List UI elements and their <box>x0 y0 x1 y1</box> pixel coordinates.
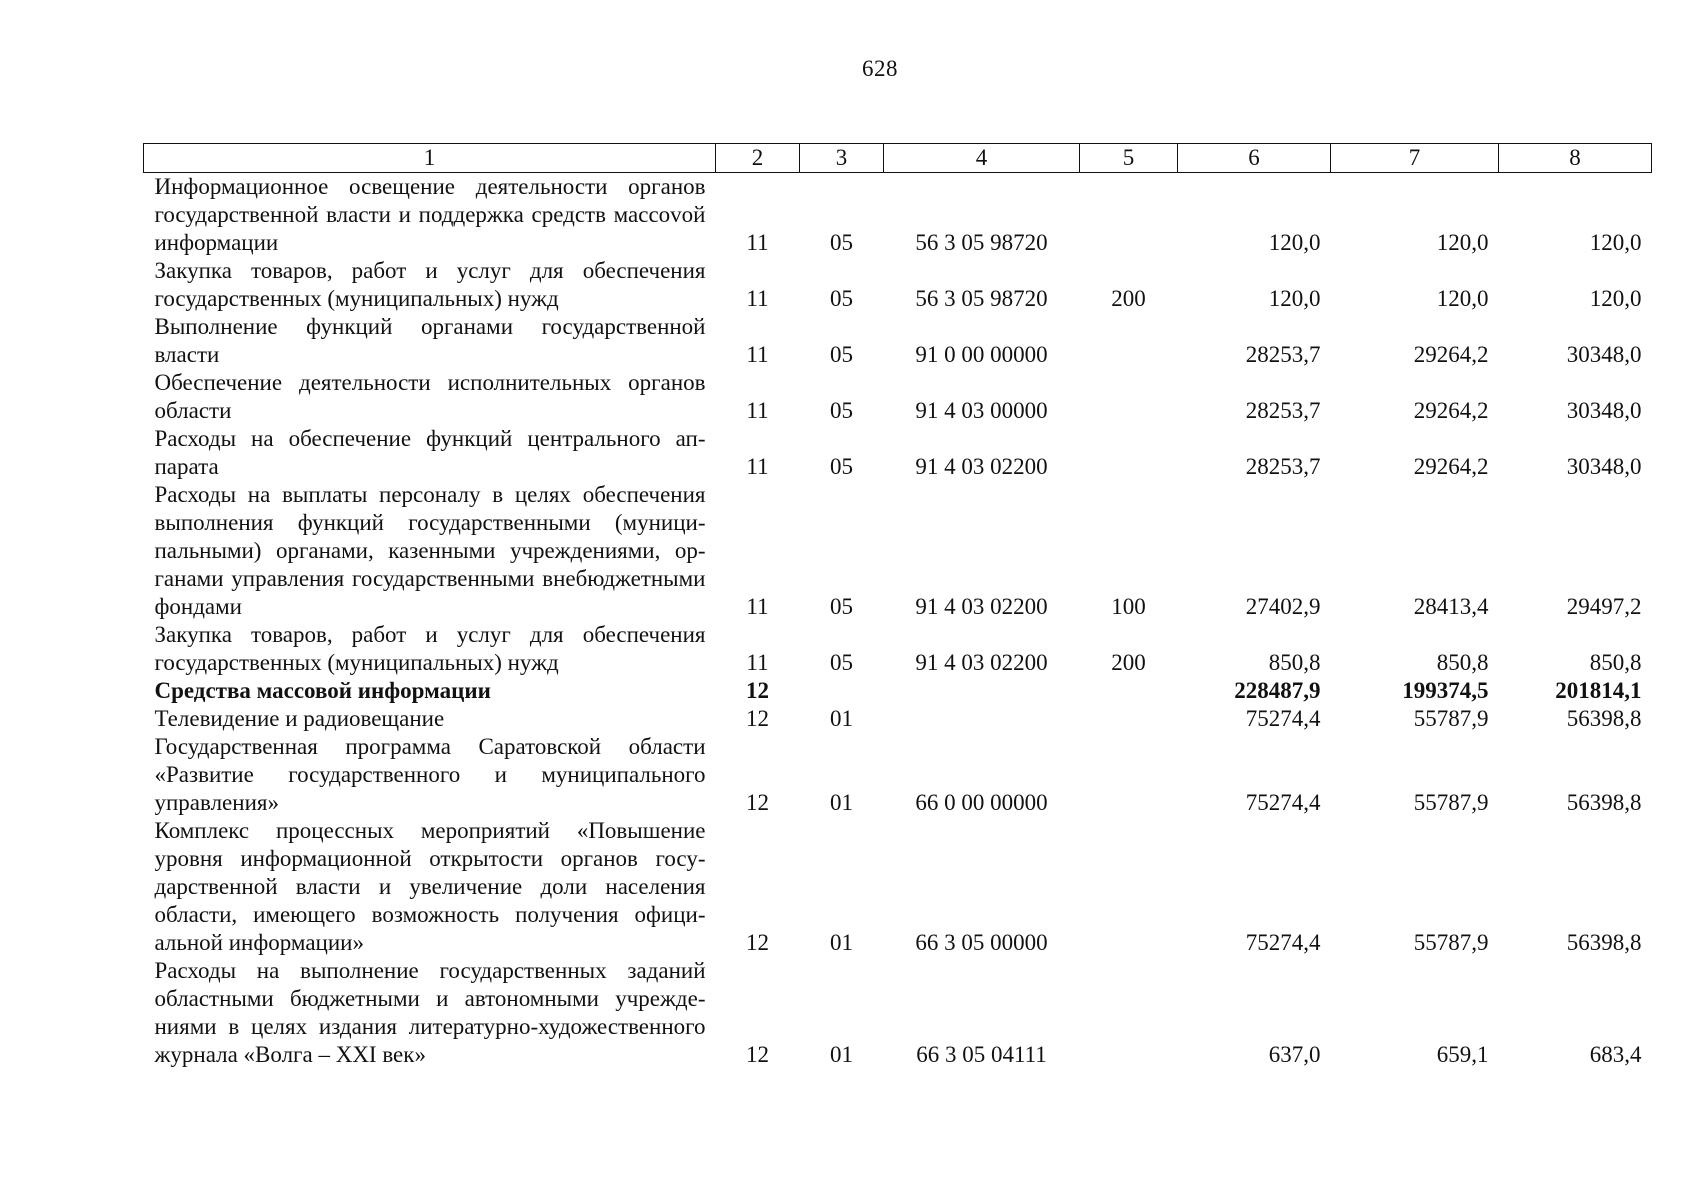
row-year-2-cell: 29264,2 <box>1413 342 1489 367</box>
row-section-cell: 11 <box>746 398 769 423</box>
row-section-cell: 11 <box>746 594 769 619</box>
column-header-target-article: 4 <box>884 144 1080 173</box>
table-row <box>144 257 1652 313</box>
column-header-year-3: 8 <box>1499 144 1652 173</box>
row-subsection-cell: 01 <box>830 1042 853 1067</box>
row-year-1-cell: 75274,4 <box>1245 930 1321 955</box>
row-expense-type-cell <box>1080 369 1178 425</box>
row-year-2-cell: 55787,9 <box>1413 706 1489 731</box>
table-row <box>144 677 1652 705</box>
table-row <box>144 369 1652 425</box>
row-subsection-cell: 01 <box>830 930 853 955</box>
row-year-2-cell: 850,8 <box>1436 650 1489 675</box>
row-target-article-cell: 66 3 05 04111 <box>916 1042 1047 1067</box>
row-target-article-cell: 91 4 03 02200 <box>915 650 1048 675</box>
row-year-3-cell: 56398,8 <box>1566 930 1642 955</box>
row-year-1-cell: 75274,4 <box>1245 790 1321 815</box>
row-year-2-cell: 29264,2 <box>1413 398 1489 423</box>
table-row <box>144 705 1652 733</box>
row-target-article-cell: 66 0 00 00000 <box>915 790 1048 815</box>
column-header-expense-type: 5 <box>1080 144 1178 173</box>
table-header <box>144 144 1652 173</box>
row-name-cell: Средства массовой информации <box>154 678 491 703</box>
row-year-1-cell: 27402,9 <box>1245 594 1321 619</box>
row-expense-type-cell <box>1080 425 1178 481</box>
row-expense-type-cell: 200 <box>1111 650 1146 675</box>
row-subsection-cell: 05 <box>830 454 853 479</box>
row-subsection-cell: 01 <box>830 790 853 815</box>
table-row <box>144 957 1652 1069</box>
row-year-2-cell: 120,0 <box>1436 230 1489 255</box>
row-year-1-cell: 120,0 <box>1268 230 1321 255</box>
table-body <box>144 173 1652 1070</box>
row-section-cell: 11 <box>746 230 769 255</box>
row-year-3-cell: 201814,1 <box>1555 678 1642 703</box>
row-name-cell: Расходы на обеспечение функций центрального аппарата <box>154 426 706 479</box>
column-header-section: 2 <box>716 144 800 173</box>
row-name-cell: Обеспечение деятельности исполнительных органов области <box>154 370 706 423</box>
row-year-2-cell: 28413,4 <box>1413 594 1489 619</box>
row-name-cell: Государственная программа Саратовской области «Развитие государственного и муниципального управления» <box>154 734 706 815</box>
row-year-3-cell: 30348,0 <box>1566 398 1642 423</box>
column-header-subsection: 3 <box>800 144 884 173</box>
row-year-2-cell: 29264,2 <box>1413 454 1489 479</box>
row-year-3-cell: 850,8 <box>1589 650 1642 675</box>
row-year-3-cell: 30348,0 <box>1566 342 1642 367</box>
column-header-name: 1 <box>144 144 716 173</box>
row-year-1-cell: 28253,7 <box>1245 342 1321 367</box>
row-year-1-cell: 120,0 <box>1268 286 1321 311</box>
column-header-year-1: 6 <box>1178 144 1331 173</box>
row-year-3-cell: 30348,0 <box>1566 454 1642 479</box>
row-target-article-cell: 91 4 03 02200 <box>915 454 1048 479</box>
row-target-article-cell: 56 3 05 98720 <box>915 286 1048 311</box>
page-number: 628 <box>862 56 898 81</box>
table-row <box>144 817 1652 957</box>
row-name-cell: Расходы на выполнение государственных заданий областными бюджетными и автономными учреждениями в целях издания литературно-художественного журнала «Волга – XXI век» <box>154 958 706 1067</box>
table-row <box>144 313 1652 369</box>
table-row <box>144 173 1652 258</box>
row-name-cell: Комплекс процессных мероприятий «Повышение уровня информационной открытости органов государственной власти и увеличение доли населения области, имеющего возможность получения официальной информации» <box>154 818 706 955</box>
row-year-2-cell: 55787,9 <box>1413 930 1489 955</box>
row-year-2-cell: 199374,5 <box>1402 678 1489 703</box>
row-expense-type-cell <box>1080 733 1178 817</box>
row-year-3-cell: 29497,2 <box>1566 594 1642 619</box>
row-subsection-cell: 05 <box>830 230 853 255</box>
row-section-cell: 11 <box>746 454 769 479</box>
table-row <box>144 481 1652 621</box>
row-year-2-cell: 659,1 <box>1436 1042 1489 1067</box>
row-section-cell: 12 <box>746 678 769 703</box>
row-target-article-cell: 91 4 03 00000 <box>915 398 1048 423</box>
row-year-3-cell: 120,0 <box>1589 286 1642 311</box>
row-subsection-cell: 05 <box>830 398 853 423</box>
row-year-1-cell: 228487,9 <box>1234 678 1321 703</box>
table-row <box>144 621 1652 677</box>
row-year-1-cell: 637,0 <box>1268 1042 1321 1067</box>
row-subsection-cell: 01 <box>830 706 853 731</box>
row-year-2-cell: 120,0 <box>1436 286 1489 311</box>
header-row <box>144 144 1652 173</box>
row-target-article-cell <box>884 677 1080 705</box>
row-name-cell: Выполнение функций органами государственной власти <box>154 314 706 367</box>
row-name-cell: Закупка товаров, работ и услуг для обеспечения государственных (муниципальных) нужд <box>154 622 706 675</box>
row-target-article-cell <box>884 705 1080 733</box>
table-row <box>144 425 1652 481</box>
row-year-3-cell: 683,4 <box>1589 1042 1642 1067</box>
row-expense-type-cell <box>1080 677 1178 705</box>
row-subsection-cell: 05 <box>830 342 853 367</box>
row-section-cell: 12 <box>746 706 769 731</box>
row-name-cell: Телевидение и радиовещание <box>154 706 445 731</box>
row-target-article-cell: 91 0 00 00000 <box>915 342 1048 367</box>
row-year-1-cell: 28253,7 <box>1245 398 1321 423</box>
row-expense-type-cell: 200 <box>1111 286 1146 311</box>
row-expense-type-cell <box>1080 957 1178 1069</box>
row-year-2-cell: 55787,9 <box>1413 790 1489 815</box>
budget-table <box>143 143 1652 1069</box>
row-name-cell: Информационное освещение деятельности органов государственной власти и поддержка средств массоvой информации <box>154 174 706 255</box>
table-row <box>144 733 1652 817</box>
column-header-year-2: 7 <box>1331 144 1499 173</box>
row-expense-type-cell <box>1080 313 1178 369</box>
row-year-3-cell: 56398,8 <box>1566 790 1642 815</box>
row-section-cell: 12 <box>746 1042 769 1067</box>
row-expense-type-cell <box>1080 173 1178 258</box>
row-section-cell: 12 <box>746 790 769 815</box>
row-subsection-cell <box>800 677 884 705</box>
row-target-article-cell: 66 3 05 00000 <box>915 930 1048 955</box>
row-year-3-cell: 120,0 <box>1589 230 1642 255</box>
row-section-cell: 11 <box>746 286 769 311</box>
row-year-1-cell: 850,8 <box>1268 650 1321 675</box>
row-section-cell: 11 <box>746 650 769 675</box>
row-year-1-cell: 28253,7 <box>1245 454 1321 479</box>
row-subsection-cell: 05 <box>830 286 853 311</box>
row-target-article-cell: 56 3 05 98720 <box>915 230 1048 255</box>
row-name-cell: Закупка товаров, работ и услуг для обеспечения государственных (муниципальных) нужд <box>154 258 706 311</box>
row-target-article-cell: 91 4 03 02200 <box>915 594 1048 619</box>
row-name-cell: Расходы на выплаты персоналу в целях обеспечения выполнения функций государственными (муниципальными) органами, казенными учреждениями, органами управления государственными внебюджетными фондами <box>154 482 706 619</box>
row-expense-type-cell <box>1080 705 1178 733</box>
row-subsection-cell: 05 <box>830 650 853 675</box>
row-section-cell: 12 <box>746 930 769 955</box>
row-year-3-cell: 56398,8 <box>1566 706 1642 731</box>
row-expense-type-cell: 100 <box>1111 594 1146 619</box>
row-year-1-cell: 75274,4 <box>1245 706 1321 731</box>
row-subsection-cell: 05 <box>830 594 853 619</box>
row-section-cell: 11 <box>746 342 769 367</box>
row-expense-type-cell <box>1080 817 1178 957</box>
